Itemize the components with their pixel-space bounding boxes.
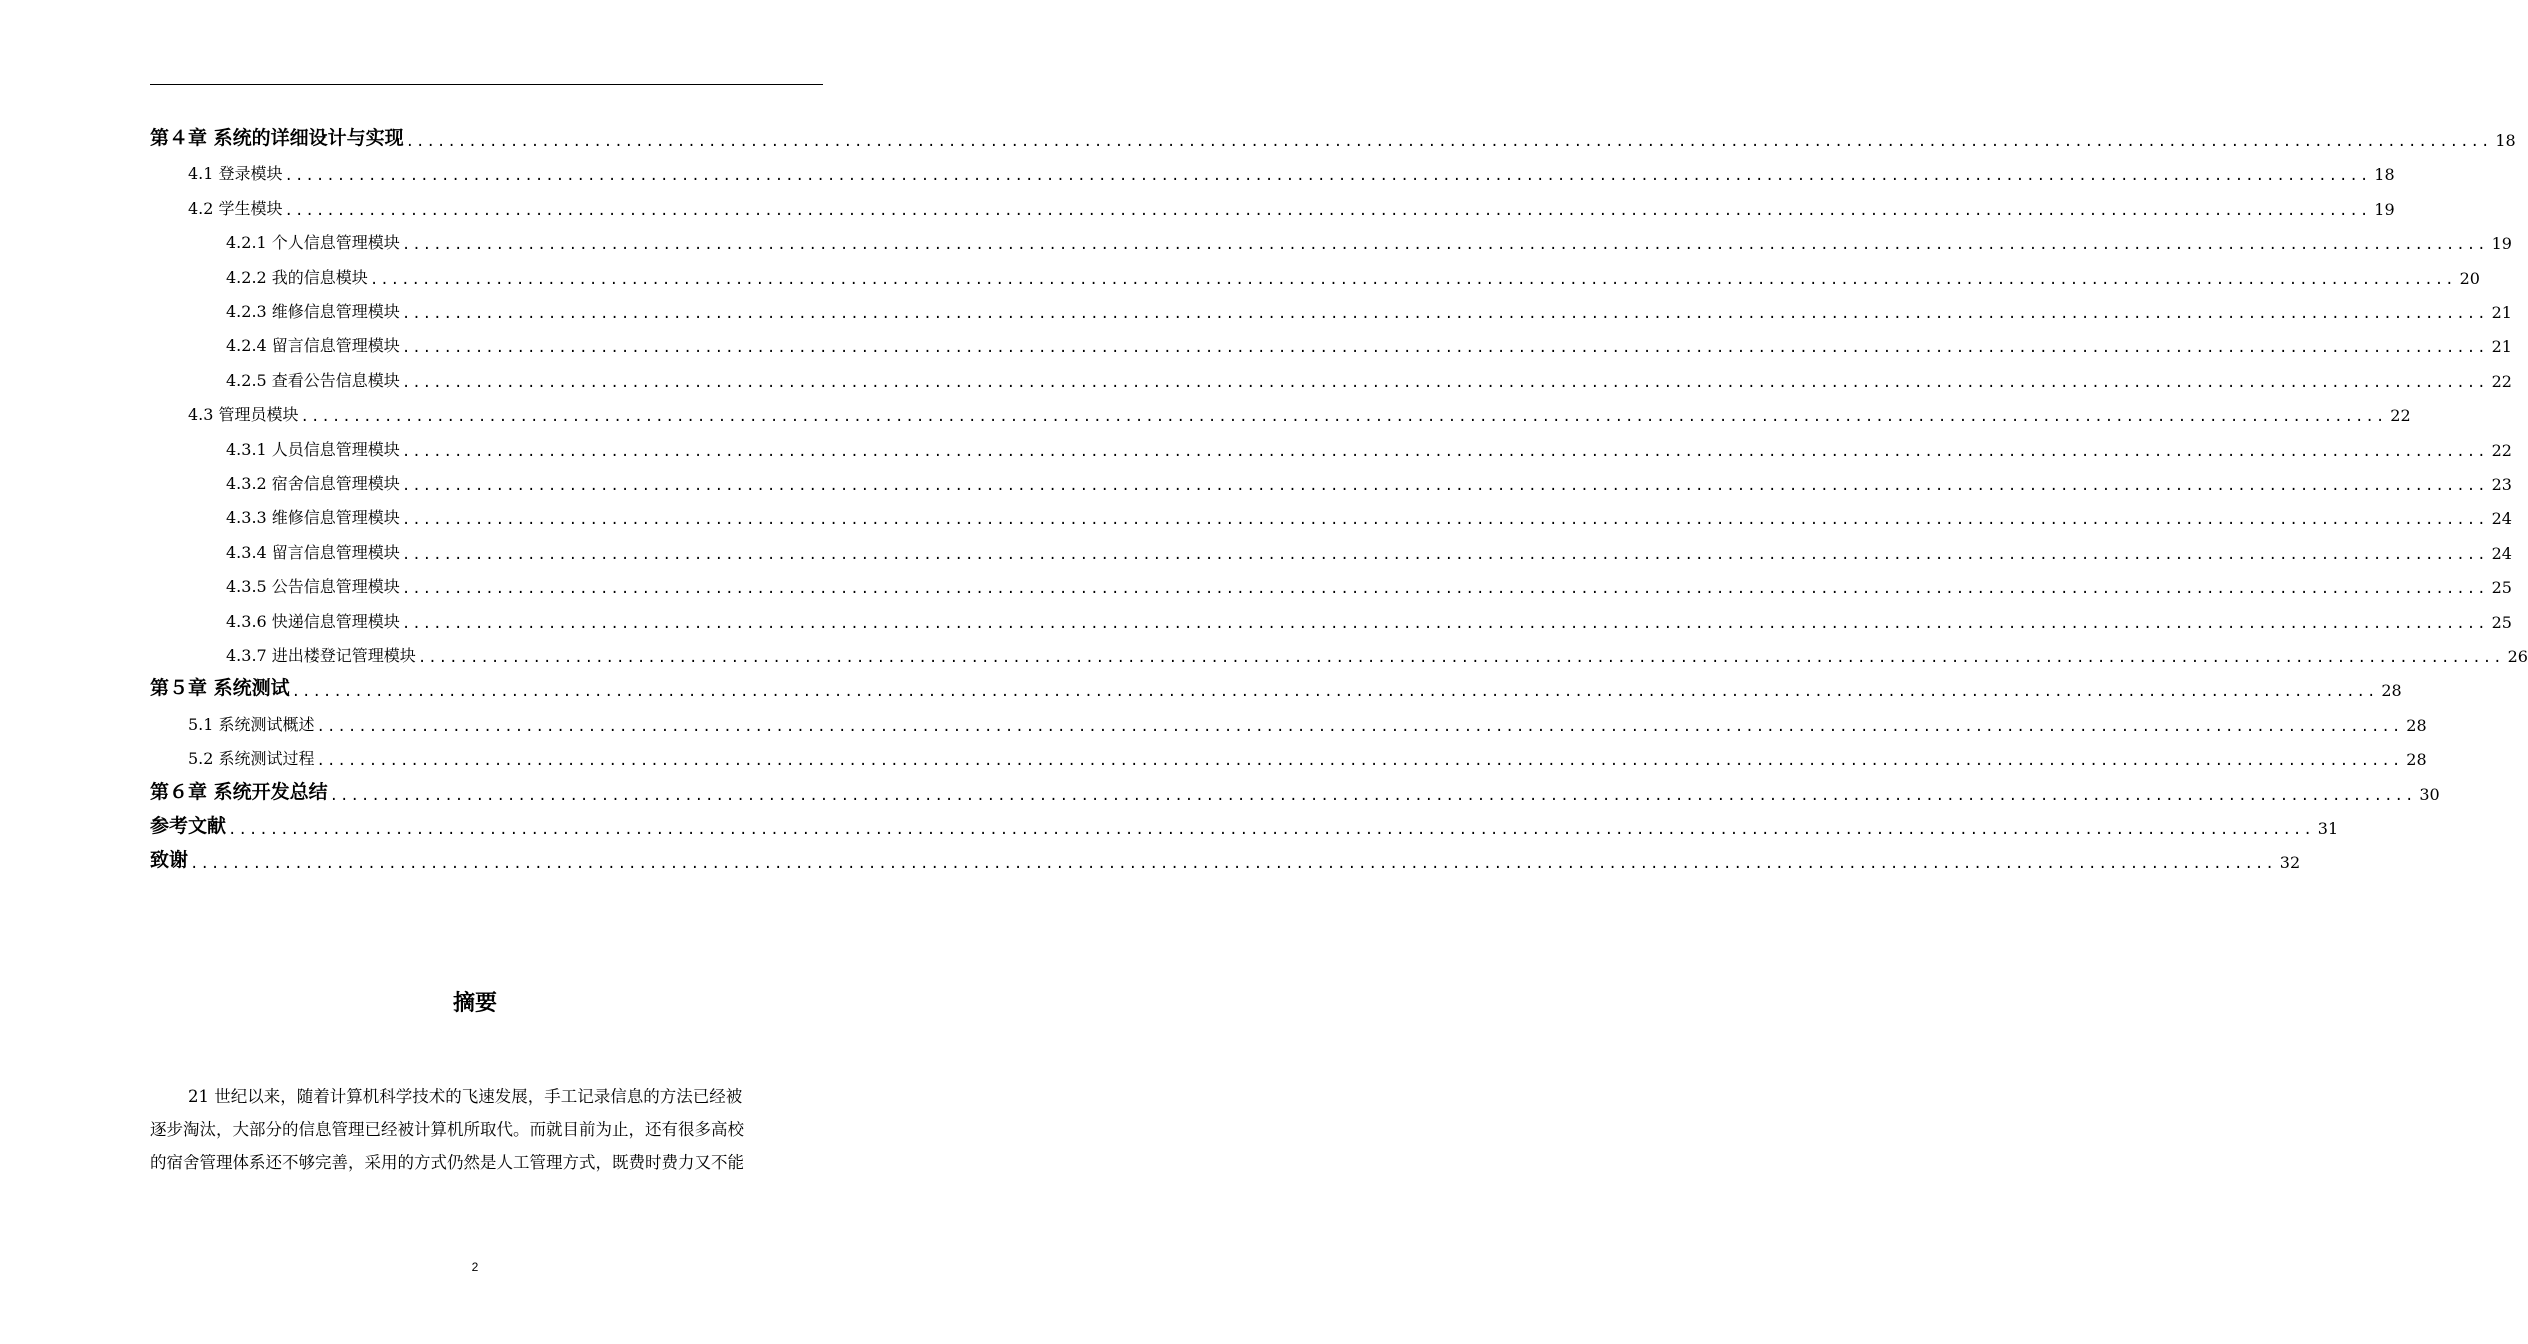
toc-entry-page-number: 25 (2491, 612, 2512, 632)
toc-leader-dots: ........................................................................................................................................................................................................ (329, 787, 2416, 804)
toc-entry-page-number: 22 (2390, 406, 2411, 426)
toc-entry-label: 4.3.3 维修信息管理模块 (226, 508, 400, 528)
toc-entry-label: 5.2 系统测试过程 (188, 749, 315, 769)
abstract-text-line: 逐步淘汰，大部分的信息管理已经被计算机所取代。而就目前为止，还有很多高校 (150, 1120, 744, 1139)
toc-entry-page-number: 18 (2495, 131, 2516, 150)
toc-leader-dots: ........................................................................................................................................................................................................ (316, 718, 2403, 735)
abstract-text-line: 的宿舍管理体系还不够完善，采用的方式仍然是人工管理方式，既费时费力又不能 (150, 1153, 744, 1172)
toc-entry[interactable] (150, 774, 2440, 804)
toc-entry-page-number: 19 (2374, 199, 2395, 219)
toc-entry-label: 4.2.3 维修信息管理模块 (226, 302, 400, 321)
toc-entry[interactable] (150, 705, 2427, 735)
toc-leader-dots: ........................................................................................................................................................................................................ (228, 822, 2314, 838)
toc-entry-label: 4.3.7 进出楼登记管理模块 (226, 646, 416, 665)
toc-entry[interactable] (150, 430, 2512, 460)
toc-entry[interactable] (150, 533, 2512, 563)
toc-leader-dots: ........................................................................................................................................................................................................ (300, 409, 2387, 426)
toc-entry-label: 第５章 系统测试 (150, 677, 290, 700)
toc-entry-label: 4.3.4 留言信息管理模块 (226, 542, 400, 562)
toc-entry-page-number: 22 (2491, 371, 2512, 391)
toc-entry-label: 4.2.1 个人信息管理模块 (226, 233, 400, 253)
toc-entry[interactable] (150, 258, 2480, 288)
toc-entry[interactable] (150, 602, 2512, 632)
toc-entry-label: 4.3.5 公告信息管理模块 (226, 577, 400, 597)
toc-entry-page-number: 19 (2491, 234, 2512, 254)
toc-entry-label: 4.2.2 我的信息模块 (226, 267, 368, 287)
toc-entry[interactable] (150, 361, 2512, 391)
toc-entry-page-number: 28 (2406, 750, 2427, 770)
toc-leader-dots: ........................................................................................................................................................................................................ (284, 202, 2371, 219)
toc-leader-dots: ........................................................................................................................................................................................................ (405, 134, 2492, 150)
toc-entry[interactable] (150, 464, 2512, 494)
page-number: 2 (471, 1260, 479, 1274)
toc-entry-page-number: 31 (2317, 819, 2339, 838)
toc-leader-dots: ........................................................................................................................................................................................................ (190, 856, 2276, 873)
toc-entry-page-number: 28 (2406, 715, 2427, 735)
toc-entry[interactable] (150, 670, 2402, 701)
toc-entry-label: 4.3.6 快递信息管理模块 (226, 611, 400, 631)
toc-entry[interactable] (150, 739, 2427, 770)
toc-leader-dots: ........................................................................................................................................................................................................ (401, 306, 2488, 322)
abstract-text-line: 21 世纪以来，随着计算机科学技术的飞速发展，手工记录信息的方法已经被 (188, 1087, 743, 1106)
toc-entry[interactable] (150, 498, 2512, 529)
toc-entry-label: 4.3.2 宿舍信息管理模块 (226, 474, 400, 493)
toc-entry-label: 参考文献 (150, 815, 227, 837)
toc-entry-page-number: 21 (2491, 303, 2512, 322)
toc-entry-page-number: 24 (2491, 543, 2512, 563)
toc-leader-dots: ........................................................................................................................................................................................................ (369, 271, 2456, 288)
toc-entry[interactable] (150, 395, 2411, 426)
toc-leader-dots: ........................................................................................................................................................................................................ (284, 168, 2371, 185)
toc-entry-page-number: 21 (2491, 337, 2512, 357)
toc-entry[interactable] (150, 808, 2339, 838)
toc-leader-dots: ........................................................................................................................................................................................................ (316, 753, 2403, 770)
toc-entry-label: 致谢 (150, 849, 189, 872)
abstract-title: 摘要 (452, 991, 497, 1016)
toc-entry-page-number: 28 (2381, 681, 2402, 701)
toc-entry-page-number: 24 (2491, 509, 2512, 529)
toc-entry[interactable] (150, 292, 2512, 322)
toc-leader-dots: ........................................................................................................................................................................................................ (401, 512, 2488, 529)
abstract-body (150, 1080, 823, 1179)
toc-entry-page-number: 22 (2491, 440, 2512, 460)
toc-leader-dots: ........................................................................................................................................................................................................ (401, 581, 2488, 598)
toc-leader-dots: ........................................................................................................................................................................................................ (401, 374, 2488, 391)
toc-leader-dots: ........................................................................................................................................................................................................ (401, 478, 2488, 494)
toc-entry-page-number: 18 (2374, 165, 2395, 185)
toc-entry-page-number: 20 (2459, 268, 2480, 288)
toc-entry-label: 5.1 系统测试概述 (188, 714, 315, 734)
toc-leader-dots: ........................................................................................................................................................................................................ (401, 340, 2488, 357)
toc-leader-dots: ........................................................................................................................................................................................................ (401, 546, 2488, 563)
toc-entry-label: 4.3 管理员模块 (188, 405, 299, 425)
toc-leader-dots: ........................................................................................................................................................................................................ (291, 684, 2378, 701)
toc-leader-dots: ........................................................................................................................................................................................................ (417, 650, 2504, 666)
toc-entry[interactable] (150, 567, 2512, 598)
toc-entry[interactable] (150, 154, 2395, 185)
toc-entry-label: 4.2 学生模块 (188, 198, 283, 218)
toc-entry-label: 第４章 系统的详细设计与实现 (150, 127, 404, 149)
header-rule (150, 84, 823, 85)
toc-entry-label: 4.2.4 留言信息管理模块 (226, 336, 400, 356)
toc-entry[interactable] (150, 223, 2512, 254)
toc-leader-dots: ........................................................................................................................................................................................................ (401, 615, 2488, 632)
toc-entry[interactable] (150, 326, 2512, 357)
toc-entry[interactable] (150, 842, 2301, 873)
toc-entry-page-number: 25 (2491, 578, 2512, 598)
toc-entry-page-number: 30 (2419, 784, 2440, 804)
toc-entry-label: 4.3.1 人员信息管理模块 (226, 439, 400, 459)
toc-entry[interactable] (150, 636, 2528, 666)
toc-entry-page-number: 32 (2279, 853, 2301, 873)
toc-entry-label: 第６章 系统开发总结 (150, 780, 328, 803)
toc-entry-label: 4.1 登录模块 (188, 164, 283, 184)
toc-entry-label: 4.2.5 查看公告信息模块 (226, 370, 400, 390)
toc-entry[interactable] (150, 189, 2395, 219)
toc-leader-dots: ........................................................................................................................................................................................................ (401, 237, 2488, 254)
toc-entry-page-number: 26 (2507, 647, 2528, 666)
toc-leader-dots: ........................................................................................................................................................................................................ (401, 443, 2488, 460)
toc-entry-page-number: 23 (2491, 475, 2512, 494)
toc-entry[interactable] (150, 120, 2516, 150)
